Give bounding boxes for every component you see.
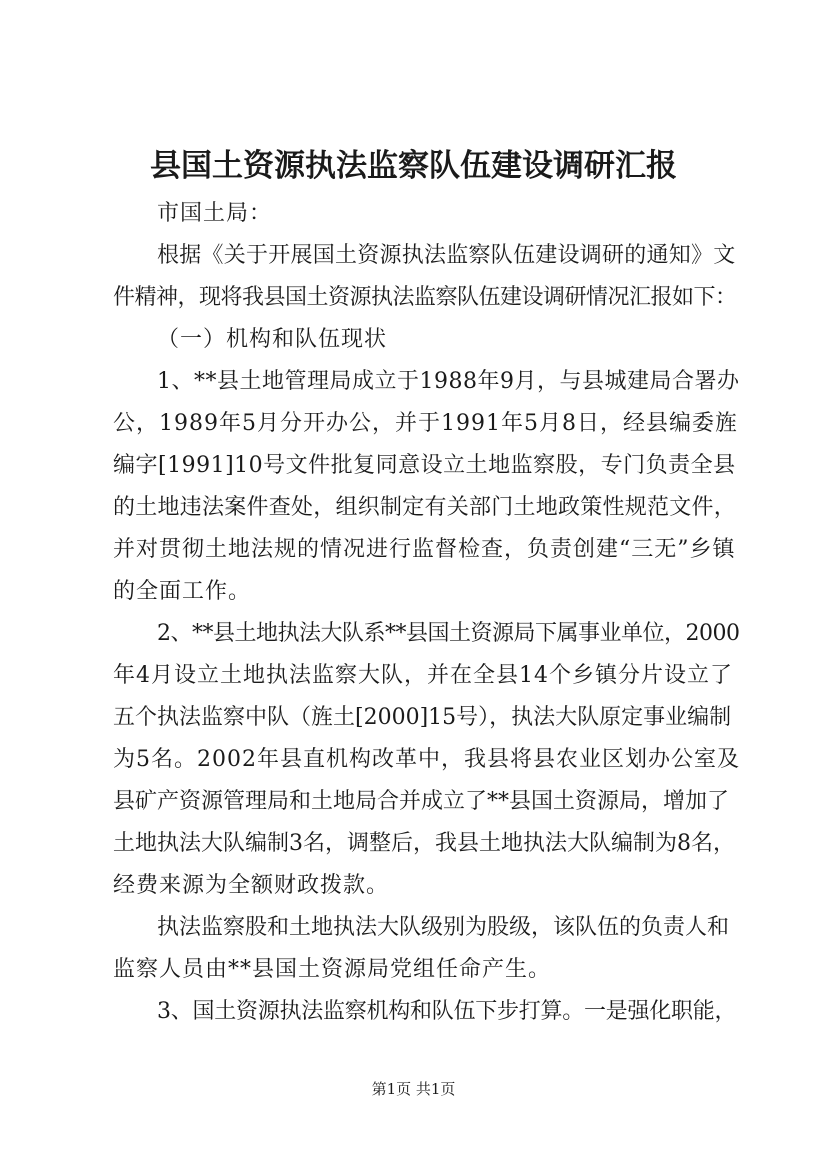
paragraph-line: 编字[1991]10号文件批复同意设立土地监察股，专门负责全县 [113, 453, 736, 478]
document-title: 县国土资源执法监察队伍建设调研汇报 [150, 148, 677, 184]
paragraph-line: 县矿产资源管理局和土地局合并成立了**县国土资源局，增加了 [113, 789, 730, 814]
paragraph-line: 执法监察股和土地执法大队级别为股级，该队伍的负责人和 [157, 915, 730, 940]
section-heading: （一）机构和队伍现状 [157, 327, 388, 352]
paragraph-line: 3、国土资源执法监察机构和队伍下步打算。一是强化职能， [157, 999, 737, 1024]
paragraph-line: 市国土局： [157, 201, 273, 226]
paragraph-line: 2、**县土地执法大队系**县国土资源局下属事业单位，2000 [157, 621, 740, 646]
paragraph-line: 的土地违法案件查处，组织制定有关部门土地政策性规范文件， [113, 495, 737, 520]
paragraph-line: 1、**县土地管理局成立于1988年9月，与县城建局合署办 [157, 369, 740, 394]
paragraph-line: 并对贯彻土地法规的情况进行监督检查，负责创建“三无”乡镇 [113, 537, 736, 562]
paragraph-line: 经费来源为全额财政拨款。 [113, 873, 390, 898]
paragraph-line: 五个执法监察中队（旌土[2000]15号），执法大队原定事业编制 [113, 705, 732, 730]
paragraph-line: 年4月设立土地执法监察大队，并在全县14个乡镇分片设立了 [113, 663, 733, 688]
paragraph-line: 为5名。2002年县直机构改革中，我县将县农业区划办公室及 [113, 747, 740, 772]
paragraph-line: 公，1989年5月分开办公，并于1991年5月8日，经县编委旌 [113, 411, 738, 436]
paragraph-line: 监察人员由**县国土资源局党组任命产生。 [113, 957, 552, 982]
paragraph-line: 件精神，现将我县国土资源执法监察队伍建设调研情况汇报如下： [113, 285, 737, 310]
paragraph-line: 的全面工作。 [113, 579, 252, 604]
paragraph-line: 土地执法大队编制3名，调整后，我县土地执法大队编制为8名， [113, 831, 735, 856]
page-footer: 第1页 共1页 [371, 1080, 456, 1098]
paragraph-line: 根据《关于开展国土资源执法监察队伍建设调研的通知》文 [157, 243, 736, 268]
